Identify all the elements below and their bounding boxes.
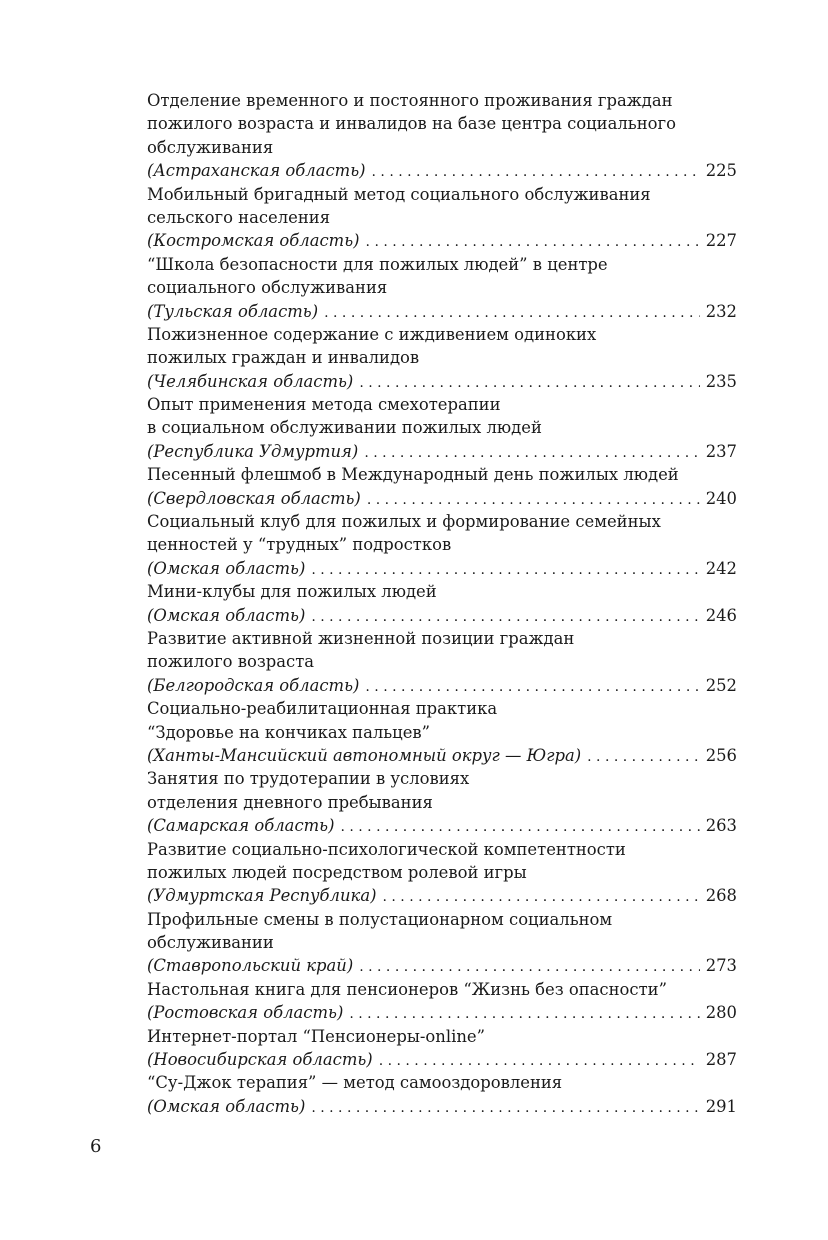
- toc-entry-page: 225: [705, 161, 737, 181]
- toc-entry-title-line: в социальном обслуживании пожилых людей: [147, 418, 542, 438]
- toc-entry-title-line: Пожизненное содержание с иждивением одиноких: [147, 324, 597, 344]
- toc-entry: [147, 463, 737, 510]
- page-number: 6: [90, 1136, 102, 1157]
- toc-entry-region: (Свердловская область): [147, 488, 361, 508]
- toc-entry: [147, 393, 737, 463]
- toc-entry-page: 237: [705, 441, 737, 461]
- toc-entry: [147, 627, 737, 697]
- toc-entry-region-line: [147, 674, 737, 697]
- toc-entry-title-line: Настольная книга для пенсионеров “Жизнь без опасности”: [147, 979, 667, 999]
- toc-entry-title-line: Социально-реабилитационная практика: [147, 699, 498, 719]
- toc-entry-title-line: социального обслуживания: [147, 278, 388, 298]
- dot-leader: [324, 302, 700, 325]
- toc-entry-title-line: Опыт применения метода смехотерапии: [147, 395, 501, 415]
- dot-leader: [349, 1003, 699, 1026]
- toc-entry-page: 252: [705, 675, 737, 695]
- toc-entry-title-line: ценностей у “трудных” подростков: [147, 535, 452, 555]
- toc-entry: [147, 89, 737, 183]
- toc-entry-region: (Ростовская область): [147, 1003, 344, 1023]
- toc-entry-title-line: Развитие активной жизненной позиции граждан: [147, 628, 575, 648]
- toc-entry-title-line: обслуживании: [147, 933, 274, 953]
- toc-entry-title-line: “Су-Джок терапия” — метод самооздоровления: [147, 1073, 563, 1093]
- toc-entry-region: (Астраханская область): [147, 161, 366, 181]
- dot-leader: [359, 956, 699, 979]
- dot-leader: [311, 1097, 699, 1120]
- dot-leader: [340, 816, 699, 839]
- toc-entry-title-line: Профильные смены в полустационарном социальном: [147, 909, 613, 929]
- toc-entry-region-line: [147, 557, 737, 580]
- dot-leader: [587, 746, 700, 769]
- toc-entry-page: 235: [705, 371, 737, 391]
- toc-entry-title-line: пожилых людей посредством ролевой игры: [147, 862, 527, 882]
- toc-entry-region: (Удмуртская Республика): [147, 886, 377, 906]
- toc-entry-page: 227: [705, 231, 737, 251]
- toc-entry: [147, 697, 737, 767]
- toc-entry-region: (Республика Удмуртия): [147, 441, 359, 461]
- toc-entry: [147, 510, 737, 580]
- toc-entry: [147, 323, 737, 393]
- toc-entry-title-line: обслуживания: [147, 137, 274, 157]
- toc-entry-title-line: Занятия по трудотерапии в условиях: [147, 769, 470, 789]
- toc-entry-region-line: [147, 1001, 737, 1024]
- dot-leader: [383, 886, 700, 909]
- toc-entry-title-line: сельского населения: [147, 207, 331, 227]
- toc-entry-region-line: [147, 744, 737, 767]
- toc-entry-title-line: Мобильный бригадный метод социального обслуживания: [147, 184, 651, 204]
- toc-entry-region: (Новосибирская область): [147, 1050, 373, 1070]
- toc-entry-region-line: [147, 487, 737, 510]
- toc-entry-region-line: [147, 814, 737, 837]
- toc-entry-page: 291: [705, 1096, 737, 1116]
- dot-leader: [311, 559, 699, 582]
- dot-leader: [311, 606, 699, 629]
- toc-entry: [147, 978, 737, 1025]
- toc-entry: [147, 1071, 737, 1118]
- toc-entry-title-line: “Здоровье на кончиках пальцев”: [147, 722, 431, 742]
- toc-entry-title-line: пожилого возраста: [147, 652, 315, 672]
- toc-entry-region-line: [147, 884, 737, 907]
- toc-entry-region: (Омская область): [147, 558, 306, 578]
- toc-entry-region-line: [147, 1048, 737, 1071]
- toc-entry: [147, 1025, 737, 1072]
- toc-entry-title-line: пожилого возраста и инвалидов на базе центра социального: [147, 114, 676, 134]
- toc-entry-region: (Белгородская область): [147, 675, 360, 695]
- toc-entry-title-line: Песенный флешмоб в Международный день пожилых людей: [147, 465, 679, 485]
- dot-leader: [365, 676, 699, 699]
- dot-leader: [366, 231, 700, 254]
- toc-entry-region: (Омская область): [147, 1096, 306, 1116]
- toc-entry-title-line: Социальный клуб для пожилых и формирование семейных: [147, 512, 661, 532]
- toc-entry-page: 268: [705, 886, 737, 906]
- toc-entry-page: 280: [705, 1003, 737, 1023]
- toc-entry-region-line: [147, 300, 737, 323]
- toc-entry-region-line: [147, 159, 737, 182]
- toc-entry-region-line: [147, 954, 737, 977]
- toc-entry: [147, 580, 737, 627]
- toc-entry-region-line: [147, 370, 737, 393]
- toc-entry: [147, 253, 737, 323]
- toc-entry-page: 256: [705, 745, 737, 765]
- toc-entry-page: 242: [705, 558, 737, 578]
- toc-entry: [147, 908, 737, 978]
- toc-entry-region-line: [147, 604, 737, 627]
- toc-entry-page: 287: [705, 1050, 737, 1070]
- dot-leader: [372, 161, 700, 184]
- toc-entry-title-line: пожилых граждан и инвалидов: [147, 348, 420, 368]
- table-of-contents: [147, 89, 737, 1118]
- toc-entry-region: (Костромская область): [147, 231, 360, 251]
- toc-entry: [147, 767, 737, 837]
- toc-entry-title-line: “Школа безопасности для пожилых людей” в центре: [147, 254, 608, 274]
- dot-leader: [367, 489, 700, 512]
- toc-entry: [147, 183, 737, 253]
- toc-entry-title-line: отделения дневного пребывания: [147, 792, 433, 812]
- toc-entry-region: (Ханты-Мансийский автономный округ — Югра): [147, 745, 582, 765]
- toc-entry-region: (Ставропольский край): [147, 956, 354, 976]
- toc-entry-region-line: [147, 1095, 737, 1118]
- dot-leader: [359, 372, 699, 395]
- toc-entry-title-line: Отделение временного и постоянного проживания граждан: [147, 91, 673, 110]
- toc-entry-title-line: Интернет-портал “Пенсионеры-online”: [147, 1026, 485, 1046]
- toc-entry-title-line: Мини-клубы для пожилых людей: [147, 582, 437, 602]
- toc-entry-page: 246: [705, 605, 737, 625]
- toc-entry-page: 273: [705, 956, 737, 976]
- toc-entry-region: (Омская область): [147, 605, 306, 625]
- toc-entry-region-line: [147, 229, 737, 252]
- dot-leader: [379, 1050, 700, 1073]
- toc-entry-page: 263: [705, 816, 737, 836]
- toc-entry-region: (Челябинская область): [147, 371, 354, 391]
- toc-entry-region: (Самарская область): [147, 816, 335, 836]
- dot-leader: [364, 442, 699, 465]
- toc-entry: [147, 838, 737, 908]
- toc-entry-title-line: Развитие социально-психологической компетентности: [147, 839, 626, 859]
- toc-entry-region: (Тульская область): [147, 301, 319, 321]
- toc-entry-page: 240: [705, 488, 737, 508]
- toc-entry-region-line: [147, 440, 737, 463]
- toc-entry-page: 232: [705, 301, 737, 321]
